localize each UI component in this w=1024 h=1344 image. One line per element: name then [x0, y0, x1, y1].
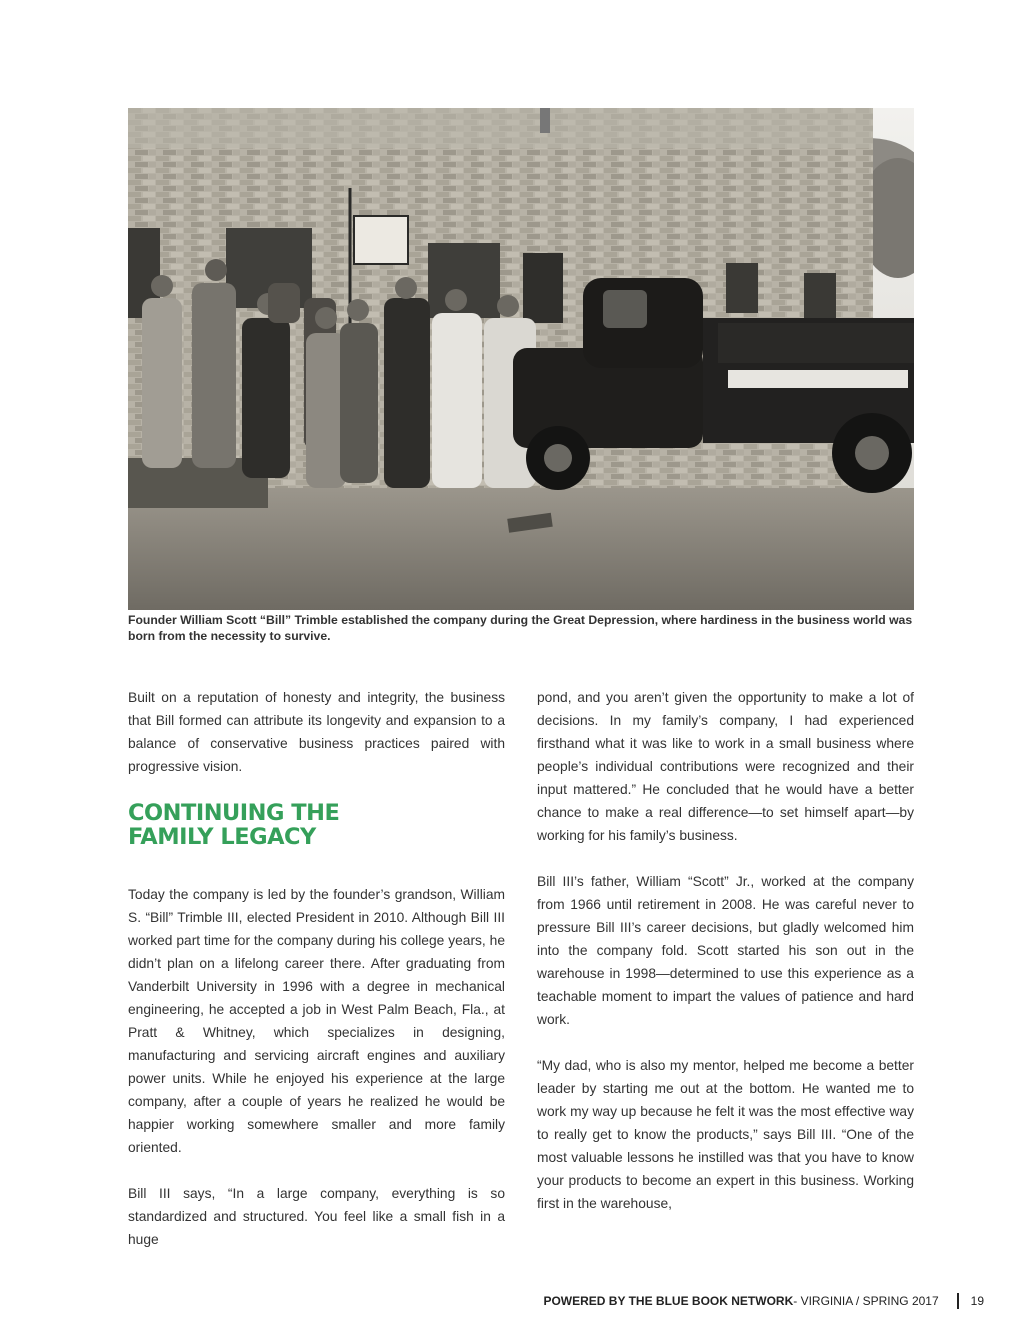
body-paragraph: pond, and you aren’t given the opportunity to make a lot of decisions. In my family’s company, I had experienced firsthand what it was like to work in a small business where people’s individual contributions were recognized and their input mattered.” He concluded that he would have a better chance to make a real difference—to set himself apart—by working for his family’s business. — [537, 690, 914, 843]
section-heading-line2: FAMILY LEGACY — [128, 824, 316, 850]
body-paragraph: Bill III says, “In a large company, everything is so standardized and structured. You feel like a small fish in a huge — [128, 1186, 505, 1247]
section-heading — [128, 801, 505, 849]
right-column — [537, 686, 914, 1238]
left-column — [128, 686, 505, 1274]
footer-divider — [957, 1293, 959, 1309]
intro-paragraph: Built on a reputation of honesty and integrity, the business that Bill formed can attribute its longevity and expansion to a balance of conservative business practices paired with progressive vision. — [128, 690, 505, 774]
footer-brand: POWERED BY THE BLUE BOOK NETWORK — [543, 1294, 794, 1308]
historic-photo — [128, 108, 914, 610]
historic-photo-icon — [128, 108, 914, 610]
body-paragraph: “My dad, who is also my mentor, helped me become a better leader by starting me out at the bottom. He wanted me to work my way up because he felt it was the most effective way to really get to know the products,” says Bill III. “One of the most valuable lessons he instilled was that you have to know your products to become an expert in this business. Working first in the warehouse, — [537, 1058, 914, 1211]
body-paragraph: Today the company is led by the founder’s grandson, William S. “Bill” Trimble III, elected President in 2010. Although Bill III worked part time for the company during his college years, he didn’t plan on a lifelong career there. After graduating from Vanderbilt University in 1996 with a degree in mechanical engineering, he accepted a job in West Palm Beach, Fla., at Pratt & Whitney, which specializes in designing, manufacturing and servicing aircraft engines and auxiliary power units. While he enjoyed his experience at the large company, after a couple of years he realized he would be happier working somewhere smaller and more family oriented. — [128, 887, 505, 1155]
body-paragraph: Bill III’s father, William “Scott” Jr., worked at the company from 1966 until retirement in 2008. He was careful never to pressure Bill III’s career decisions, but gladly welcomed him into the company fold. Scott started his son out in the warehouse in 1998—determined to use this experience as a teachable moment to impart the values of patience and hard work. — [537, 874, 914, 1027]
footer-edition: - VIRGINIA / SPRING 2017 — [793, 1294, 939, 1308]
photo-caption: Founder William Scott “Bill” Trimble established the company during the Great Depression, where hardiness in the business world was born from the necessity to survive. — [128, 613, 913, 643]
section-heading-line1: CONTINUING THE — [128, 800, 340, 826]
page-footer — [543, 1293, 984, 1309]
page-number: 19 — [970, 1294, 984, 1308]
